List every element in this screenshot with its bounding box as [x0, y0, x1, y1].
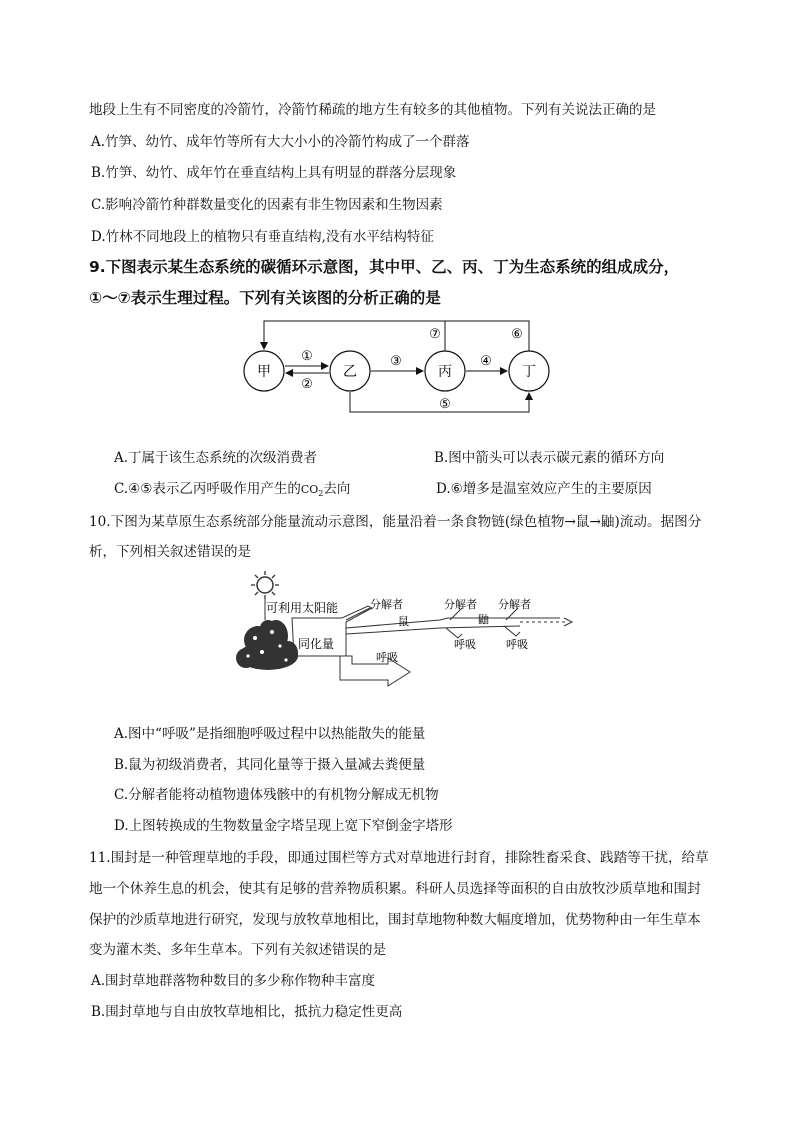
q11-stem-line3: 保护的沙质草地进行研究，发现与放牧草地相比，围封草地物种数大幅度增加，优势物种由一年生草本	[89, 912, 701, 928]
q9-stem-line1: 9.下图表示某生态系统的碳循环示意图，其中甲、乙、丙、丁为生态系统的组成成分，	[89, 258, 680, 276]
node-ding-label: 丁	[522, 364, 536, 380]
label-1: ①	[301, 349, 313, 364]
q9-option-c-tail: 去向	[323, 481, 351, 497]
q11-option-b: B.围封草地与自由放牧草地相比，抵抗力稳定性更高	[91, 1004, 403, 1020]
decomposer-label-1: 分解者	[370, 598, 403, 611]
decomposer-label-2: 分解者	[444, 598, 477, 611]
q9-option-a: A.丁属于该生态系统的次级消费者	[114, 450, 318, 466]
q11-stem-line4: 变为灌木类、多年生草本。下列有关叙述错误的是	[89, 942, 386, 958]
plant-icon	[236, 620, 298, 670]
q9-option-c-text: C.④⑤表示乙丙呼吸作用产生的	[114, 481, 301, 497]
respiration-label-2: 呼吸	[454, 638, 476, 651]
q8-option-d: D.竹林不同地段上的植物只有垂直结构,没有水平结构特征	[91, 229, 434, 245]
carbon-cycle-diagram	[0, 318, 794, 438]
weasel-label: 鼬	[478, 613, 489, 626]
q8-option-c: C.影响冷箭竹种群数量变化的因素有非生物因素和生物因素	[91, 197, 443, 213]
label-4: ④	[480, 354, 492, 369]
node-yi-label: 乙	[343, 364, 357, 380]
q9-option-c	[114, 480, 350, 503]
q8-option-a: A.竹笋、幼竹、成年竹等所有大大小小的冷箭竹构成了一个群落	[91, 134, 470, 150]
co2-formula: $CO_2$	[300, 483, 324, 499]
q11-option-a: A.围封草地群落物种数目的多少称作物种丰富度	[91, 973, 376, 989]
label-7: ⑦	[429, 327, 441, 342]
q10-option-d: D.上图转换成的生物数量金字塔呈现上宽下窄倒金字塔形	[114, 818, 453, 834]
q11-stem-line2: 地一个休养生息的机会，使其有足够的营养物质积累。科研人员选择等面积的自由放牧沙质草地和围封	[89, 881, 701, 897]
q9-option-b: B.图中箭头可以表示碳元素的循环方向	[434, 450, 665, 466]
q8-intro-line: 地段上生有不同密度的冷箭竹，冷箭竹稀疏的地方生有较多的其他植物。下列有关说法正确的是	[89, 102, 656, 118]
decomposer-label-3: 分解者	[498, 598, 531, 611]
energy-flow-diagram	[0, 568, 794, 698]
respiration-label-3: 呼吸	[506, 638, 528, 651]
q9-option-d: D.⑥增多是温室效应产生的主要原因	[436, 481, 652, 497]
q10-option-a: A.图中“呼吸”是指细胞呼吸过程中以热能散失的能量	[114, 726, 426, 742]
sun-label: 可利用太阳能	[266, 601, 339, 615]
mouse-label: 鼠	[398, 615, 409, 628]
respiration-label-1: 呼吸	[376, 651, 398, 664]
q11-stem-line1: 11.围封是一种管理草地的手段，即通过围栏等方式对草地进行封育，排除牲畜采食、践踏等干扰，给草	[89, 850, 709, 866]
q10-stem-line1: 10.下图为某草原生态系统部分能量流动示意图，能量沿着一条食物链(绿色植物→鼠→鼬)流动。据图分	[89, 514, 702, 530]
sun-icon	[251, 571, 279, 599]
q8-option-b: B.竹笋、幼竹、成年竹在垂直结构上具有明显的群落分层现象	[91, 165, 457, 181]
q10-option-b: B.鼠为初级消费者，其同化量等于摄入量减去粪便量	[114, 757, 426, 773]
label-2: ②	[301, 377, 313, 392]
q10-stem-line2: 析，下列相关叙述错误的是	[89, 544, 251, 560]
q10-option-c: C.分解者能将动植物遗体残骸中的有机物分解成无机物	[114, 787, 439, 803]
label-3: ③	[390, 354, 402, 369]
label-6: ⑥	[511, 327, 523, 342]
node-jia-label: 甲	[257, 364, 271, 380]
q9-stem-line2: ①～⑦表示生理过程。下列有关该图的分析正确的是	[89, 289, 441, 307]
label-5: ⑤	[439, 397, 451, 412]
node-bing-label: 丙	[438, 364, 452, 380]
assimilation-label: 同化量	[298, 637, 335, 651]
